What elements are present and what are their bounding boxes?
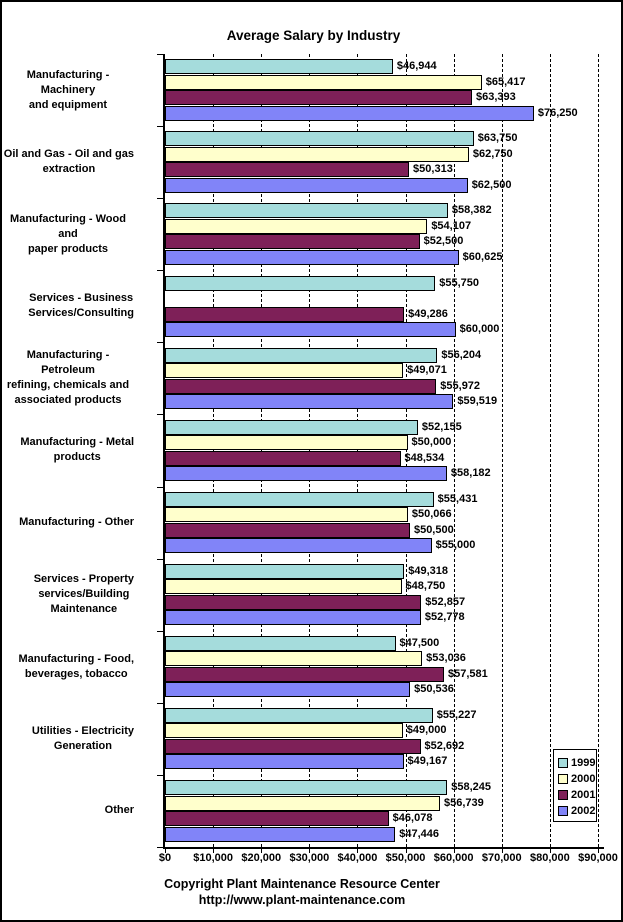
bar-2002 — [165, 682, 410, 697]
bar-1999 — [165, 59, 393, 74]
y-axis-tick — [157, 703, 165, 704]
bar-group — [165, 414, 598, 486]
bar-value-label: $49,167 — [407, 755, 448, 768]
bar-value-label: $50,536 — [414, 683, 454, 696]
bar-value-label: $50,066 — [411, 508, 452, 521]
bar-slot — [165, 219, 598, 235]
category-row — [2, 414, 134, 486]
bar-slot — [165, 795, 598, 811]
footer-url: http://www.plant-maintenance.com — [198, 893, 406, 907]
legend-item — [558, 755, 595, 771]
bar-slot — [165, 811, 598, 827]
bar-value-label: $55,000 — [435, 539, 476, 552]
bar-slot — [165, 667, 598, 683]
plot-area — [165, 54, 598, 847]
bar-2000 — [165, 579, 402, 594]
bar-slot — [165, 435, 598, 451]
category-row — [2, 198, 134, 270]
bar-slot — [165, 538, 598, 554]
bar-2002 — [165, 610, 421, 625]
category-label: Services - Property services/Building Maintenance — [33, 573, 134, 616]
bar-value-label: $58,382 — [451, 204, 492, 217]
category-row — [2, 342, 134, 414]
category-label: Manufacturing - Petroleum refining, chemicals and associated products — [6, 349, 130, 407]
bar-value-label: $49,071 — [407, 364, 447, 377]
bar-value-label: $58,245 — [451, 781, 491, 794]
bar-2000 — [165, 723, 403, 738]
bar-1999 — [165, 492, 434, 507]
bar-value-label: $47,446 — [399, 827, 440, 840]
bar-2001 — [165, 523, 410, 538]
legend-item — [558, 787, 595, 803]
bar-slot — [165, 610, 598, 626]
legend-item — [558, 803, 595, 819]
bar-slot — [165, 579, 598, 595]
bar-value-label: $49,318 — [408, 564, 449, 577]
legend-item — [558, 771, 595, 787]
bar-slot — [165, 363, 598, 379]
bar-group — [165, 772, 598, 847]
bar-slot — [165, 754, 598, 770]
bar-slot — [165, 564, 598, 580]
bar-slot — [165, 147, 598, 163]
legend-item-label: 2002 — [571, 804, 596, 817]
y-axis-tick — [157, 631, 165, 632]
bar-slot — [165, 780, 598, 796]
y-axis-tick — [157, 775, 165, 776]
category-label: Services - Business Services/Consulting — [28, 292, 134, 320]
bar-2001 — [165, 234, 420, 249]
category-label: Utilities - Electricity Generation — [31, 724, 134, 752]
bar-2001 — [165, 90, 472, 105]
bar-value-label: $55,972 — [440, 379, 481, 392]
bar-1999 — [165, 636, 396, 651]
bar-slot — [165, 636, 598, 652]
bar-value-label: $56,204 — [441, 348, 482, 361]
bar-slot — [165, 90, 598, 106]
bar-value-label: $62,750 — [472, 147, 513, 160]
bar-group — [165, 342, 598, 414]
bar-slot — [165, 739, 598, 755]
bar-2000 — [165, 435, 408, 450]
bar-slot — [165, 507, 598, 523]
bar-2000 — [165, 363, 403, 378]
footer — [2, 876, 602, 908]
bar-group — [165, 559, 598, 631]
x-axis-tick-label: $50,000 — [385, 852, 426, 864]
bar-slot — [165, 75, 598, 91]
bar-2002 — [165, 827, 395, 842]
y-axis-tick — [157, 487, 165, 488]
bar-slot — [165, 275, 598, 291]
bar-2001 — [165, 451, 401, 466]
y-axis-tick — [157, 414, 165, 415]
category-label: Other — [104, 804, 134, 817]
bar-slot — [165, 131, 598, 147]
y-axis-tick — [157, 270, 165, 271]
category-row — [2, 775, 134, 847]
bar-2000 — [165, 75, 482, 90]
x-axis-line — [163, 847, 604, 849]
bar-2001 — [165, 739, 421, 754]
bar-2002 — [165, 106, 534, 121]
bar-1999 — [165, 564, 404, 579]
legend-swatch-2002 — [558, 806, 568, 816]
bar-slot — [165, 595, 598, 611]
bar-value-label: $65,417 — [485, 75, 526, 88]
category-label: Manufacturing - Other — [19, 516, 134, 528]
bar-value-label: $50,500 — [413, 523, 454, 536]
bar-2002 — [165, 394, 453, 409]
category-row — [2, 270, 134, 342]
x-axis-tick-label: $60,000 — [433, 852, 474, 864]
bar-slot — [165, 682, 598, 698]
y-axis-tick — [157, 847, 165, 848]
category-row — [2, 54, 134, 126]
bar-slot — [165, 450, 598, 466]
category-label: Oil and Gas - Oil and gas extraction — [3, 148, 134, 176]
bar-value-label: $52,155 — [421, 420, 462, 433]
bar-2000 — [165, 796, 440, 811]
bar-value-label: $63,393 — [475, 91, 516, 104]
x-axis-tick-label: $70,000 — [481, 852, 522, 864]
legend-swatch-2000 — [558, 774, 568, 784]
bar-2001 — [165, 811, 389, 826]
bar-value-label: $52,500 — [423, 235, 464, 248]
bar-slot — [165, 178, 598, 194]
x-axis-tick-label: $30,000 — [289, 852, 330, 864]
bar-value-label: $47,500 — [399, 636, 440, 649]
bar-slot — [165, 708, 598, 724]
bar-1999 — [165, 348, 437, 363]
bar-value-label: $59,519 — [457, 395, 498, 408]
category-label: Manufacturing - Wood and paper products — [10, 212, 126, 255]
legend-swatch-1999 — [558, 758, 568, 768]
bar-group — [165, 126, 598, 198]
bar-2000 — [165, 147, 469, 162]
bar-1999 — [165, 131, 474, 146]
bar-slot — [165, 651, 598, 667]
bar-value-label: $60,625 — [462, 250, 503, 263]
bar-2000 — [165, 507, 408, 522]
bar-slot — [165, 306, 598, 322]
bar-1999 — [165, 420, 418, 435]
bar-value-label: $58,182 — [450, 467, 491, 480]
bar-value-label: $53,036 — [426, 652, 466, 665]
x-axis-tick-label: $0 — [158, 852, 172, 864]
bar-value-label: $52,692 — [424, 739, 465, 752]
bar-value-label: $63,750 — [477, 132, 518, 145]
bar-2001 — [165, 307, 404, 322]
legend-swatch-2001 — [558, 790, 568, 800]
bar-slot — [165, 162, 598, 178]
bar-slot — [165, 419, 598, 435]
bar-slot — [165, 394, 598, 410]
bar-value-label: $55,227 — [436, 708, 477, 721]
category-label: Manufacturing - Food, beverages, tobacco — [18, 652, 134, 680]
bar-2002 — [165, 250, 459, 265]
bar-groups — [165, 54, 598, 847]
bar-value-label: $46,944 — [396, 60, 437, 73]
bar-2001 — [165, 667, 444, 682]
y-axis-tick — [157, 54, 165, 55]
category-row — [2, 631, 134, 703]
bar-1999 — [165, 276, 435, 291]
bar-group — [165, 54, 598, 126]
x-axis-labels — [2, 852, 623, 868]
bar-group — [165, 703, 598, 775]
bar-value-label: $48,750 — [405, 580, 446, 593]
bar-2001 — [165, 162, 409, 177]
bar-value-label: $60,000 — [459, 323, 500, 336]
x-axis-tick-label: $20,000 — [241, 852, 282, 864]
bar-slot — [165, 291, 598, 307]
chart-title: Average Salary by Industry — [226, 28, 401, 43]
bar-value-label: $57,581 — [448, 667, 488, 680]
bar-slot — [165, 250, 598, 266]
bar-slot — [165, 347, 598, 363]
bar-slot — [165, 723, 598, 739]
x-axis-tick-label: $90,000 — [578, 852, 618, 864]
category-axis — [2, 54, 134, 847]
bar-value-label: $76,250 — [537, 106, 578, 119]
bar-value-label: $50,313 — [413, 163, 453, 176]
bar-value-label: $52,857 — [425, 595, 466, 608]
legend — [553, 749, 597, 822]
bar-2002 — [165, 754, 404, 769]
x-axis-tick-label: $40,000 — [337, 852, 378, 864]
bar-value-label: $49,286 — [408, 307, 448, 320]
x-axis-tick-label: $10,000 — [193, 852, 233, 864]
bar-value-label: $52,778 — [424, 611, 465, 624]
footer-copyright: Copyright Plant Maintenance Resource Center — [164, 877, 440, 891]
category-row — [2, 486, 134, 558]
bar-value-label: $55,431 — [437, 492, 478, 505]
bar-value-label: $56,739 — [443, 796, 484, 809]
bar-slot — [165, 523, 598, 539]
bar-2002 — [165, 322, 456, 337]
bar-slot — [165, 322, 598, 338]
bar-1999 — [165, 203, 448, 218]
bar-slot — [165, 826, 598, 842]
bar-1999 — [165, 780, 447, 795]
bar-group — [165, 631, 598, 703]
bar-value-label: $46,078 — [392, 812, 433, 825]
bar-value-label: $54,107 — [431, 219, 472, 232]
category-label: Manufacturing - Machinery and equipment — [26, 68, 110, 111]
gridline — [598, 54, 599, 847]
bar-2000 — [165, 219, 427, 234]
bar-2002 — [165, 538, 432, 553]
bar-slot — [165, 492, 598, 508]
bar-2001 — [165, 379, 436, 394]
bar-value-label: $55,750 — [439, 276, 479, 289]
category-row — [2, 559, 134, 631]
y-axis-tick — [157, 198, 165, 199]
bar-value-label: $49,000 — [406, 724, 447, 737]
bar-slot — [165, 378, 598, 394]
bar-group — [165, 486, 598, 558]
bar-slot — [165, 203, 598, 219]
y-axis-tick — [157, 342, 165, 343]
bar-slot — [165, 234, 598, 250]
x-axis-tick-label: $80,000 — [529, 852, 570, 864]
bar-2000 — [165, 651, 422, 666]
category-row — [2, 703, 134, 775]
category-row — [2, 126, 134, 198]
bar-2002 — [165, 466, 447, 481]
bar-2002 — [165, 178, 468, 193]
legend-item-label: 2001 — [571, 788, 596, 801]
bar-value-label: $50,000 — [411, 436, 452, 449]
bar-group — [165, 198, 598, 270]
bar-value-label: $48,534 — [404, 451, 445, 464]
legend-item-label: 1999 — [571, 756, 596, 769]
bar-slot — [165, 106, 598, 122]
legend-item-label: 2000 — [571, 772, 596, 785]
category-label: Manufacturing - Metal products — [20, 436, 134, 464]
bar-value-label: $62,500 — [471, 178, 512, 191]
bar-group — [165, 270, 598, 342]
bar-slot — [165, 59, 598, 75]
y-axis-tick — [157, 559, 165, 560]
y-axis-tick — [157, 126, 165, 127]
bar-2001 — [165, 595, 421, 610]
bar-1999 — [165, 708, 433, 723]
bar-slot — [165, 466, 598, 482]
